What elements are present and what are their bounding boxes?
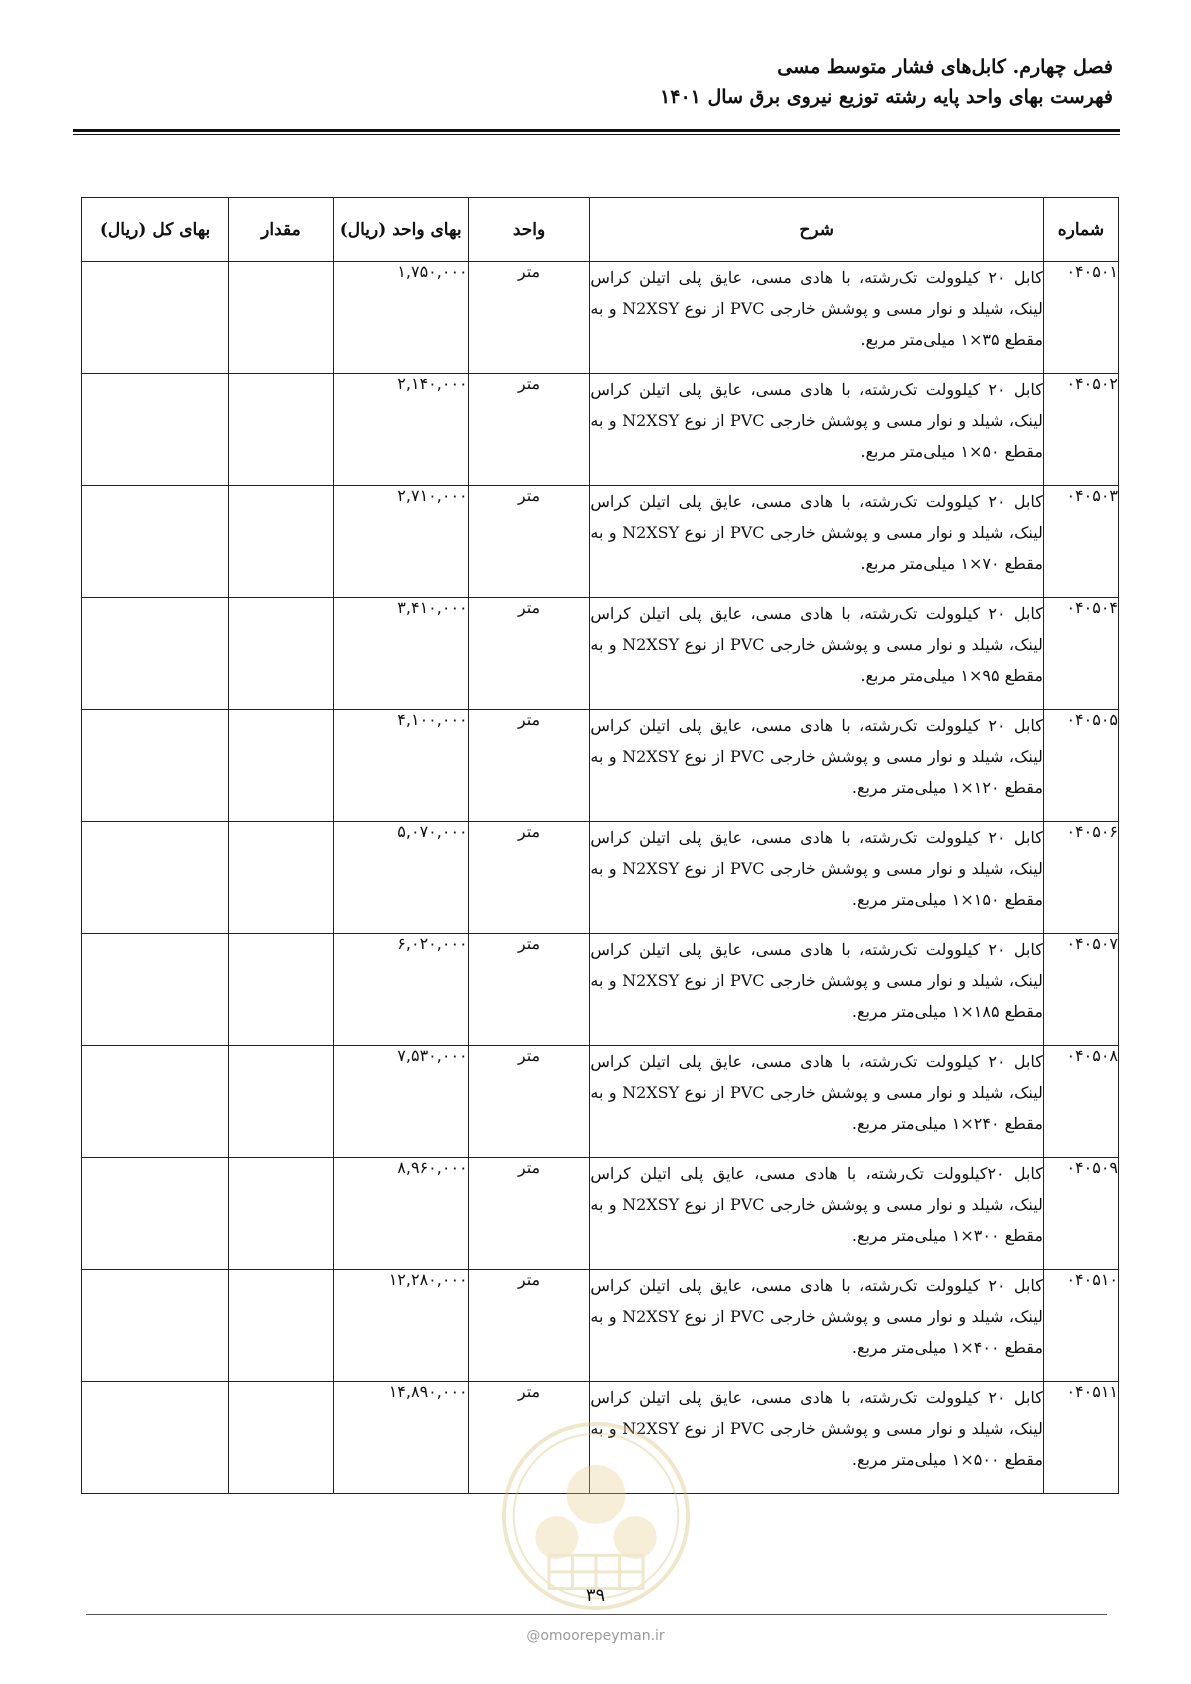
item-total [82, 1046, 229, 1158]
chapter-title: فصل چهارم. کابل‌های فشار متوسط مسی [777, 56, 1113, 78]
column-header-quantity: مقدار [229, 198, 334, 262]
item-description: کابل ۲۰ کیلوولت تک‌رشته، با هادی مسی، عایق پلی اتیلن کراس لینک، شیلد و نوار مسی و پوشش خارجی PVC از نوع N2XSY و به مقطع ۱۵۰×۱ میلی‌متر مربع. [590, 822, 1044, 934]
item-unit: متر [468, 934, 590, 1046]
item-unit-price: ۲,۱۴۰,۰۰۰ [333, 374, 468, 486]
website-link[interactable]: @omoorepeyman.ir [526, 1628, 665, 1644]
item-unit-price: ۲,۷۱۰,۰۰۰ [333, 486, 468, 598]
item-unit-price: ۱,۷۵۰,۰۰۰ [333, 262, 468, 374]
item-quantity [229, 374, 334, 486]
item-unit: متر [468, 374, 590, 486]
column-header-number: شماره [1043, 198, 1118, 262]
item-unit-price: ۷,۵۳۰,۰۰۰ [333, 1046, 468, 1158]
item-unit: متر [468, 486, 590, 598]
item-unit-price: ۴,۱۰۰,۰۰۰ [333, 710, 468, 822]
item-number: ۰۴۰۵۰۳ [1043, 486, 1118, 598]
item-number: ۰۴۰۵۰۶ [1043, 822, 1118, 934]
item-total [82, 374, 229, 486]
price-table [81, 197, 1119, 1494]
item-description: کابل ۲۰ کیلوولت تک‌رشته، با هادی مسی، عایق پلی اتیلن کراس لینک، شیلد و نوار مسی و پوشش خارجی PVC از نوع N2XSY و به مقطع ۵۰۰×۱ میلی‌متر مربع. [590, 1382, 1044, 1494]
item-total [82, 598, 229, 710]
item-description: کابل ۲۰ کیلوولت تک‌رشته، با هادی مسی، عایق پلی اتیلن کراس لینک، شیلد و نوار مسی و پوشش خارجی PVC از نوع N2XSY و به مقطع ۲۴۰×۱ میلی‌متر مربع. [590, 1046, 1044, 1158]
item-total [82, 1382, 229, 1494]
table-row [82, 1046, 1119, 1158]
item-number: ۰۴۰۵۰۹ [1043, 1158, 1118, 1270]
table-row [82, 486, 1119, 598]
item-number: ۰۴۰۵۰۷ [1043, 934, 1118, 1046]
item-quantity [229, 822, 334, 934]
item-description: کابل ۲۰ کیلوولت تک‌رشته، با هادی مسی، عایق پلی اتیلن کراس لینک، شیلد و نوار مسی و پوشش خارجی PVC از نوع N2XSY و به مقطع ۷۰×۱ میلی‌متر مربع. [590, 486, 1044, 598]
item-quantity [229, 262, 334, 374]
item-unit-price: ۵,۰۷۰,۰۰۰ [333, 822, 468, 934]
item-unit-price: ۱۴,۸۹۰,۰۰۰ [333, 1382, 468, 1494]
item-description: کابل ۲۰کیلوولت تک‌رشته، با هادی مسی، عایق پلی اتیلن کراس لینک، شیلد و نوار مسی و پوشش خارجی PVC از نوع N2XSY و به مقطع ۳۰۰×۱ میلی‌متر مربع. [590, 1158, 1044, 1270]
column-header-unit-price: بهای واحد (ریال) [333, 198, 468, 262]
item-total [82, 262, 229, 374]
item-unit-price: ۶,۰۲۰,۰۰۰ [333, 934, 468, 1046]
item-unit: متر [468, 262, 590, 374]
item-quantity [229, 486, 334, 598]
item-number: ۰۴۰۵۱۱ [1043, 1382, 1118, 1494]
document-subtitle: فهرست بهای واحد پایه رشته توزیع نیروی برق سال ۱۴۰۱ [660, 86, 1113, 108]
header-rule-thin [73, 134, 1120, 135]
item-number: ۰۴۰۵۰۱ [1043, 262, 1118, 374]
table-row [82, 374, 1119, 486]
item-total [82, 1158, 229, 1270]
item-number: ۰۴۰۵۰۲ [1043, 374, 1118, 486]
item-unit: متر [468, 1158, 590, 1270]
item-quantity [229, 1158, 334, 1270]
page-header [78, 52, 1113, 112]
item-number: ۰۴۰۵۰۵ [1043, 710, 1118, 822]
item-total [82, 934, 229, 1046]
item-total [82, 486, 229, 598]
item-total [82, 1270, 229, 1382]
table-row [82, 822, 1119, 934]
item-description: کابل ۲۰ کیلوولت تک‌رشته، با هادی مسی، عایق پلی اتیلن کراس لینک، شیلد و نوار مسی و پوشش خارجی PVC از نوع N2XSY و به مقطع ۱۸۵×۱ میلی‌متر مربع. [590, 934, 1044, 1046]
item-unit: متر [468, 1046, 590, 1158]
item-quantity [229, 1270, 334, 1382]
item-unit-price: ۳,۴۱۰,۰۰۰ [333, 598, 468, 710]
item-number: ۰۴۰۵۱۰ [1043, 1270, 1118, 1382]
item-quantity [229, 710, 334, 822]
column-header-unit: واحد [468, 198, 590, 262]
item-unit: متر [468, 710, 590, 822]
item-quantity [229, 1046, 334, 1158]
page-number: ۳۹ [585, 1585, 606, 1606]
item-description: کابل ۲۰ کیلوولت تک‌رشته، با هادی مسی، عایق پلی اتیلن کراس لینک، شیلد و نوار مسی و پوشش خارجی PVC از نوع N2XSY و به مقطع ۴۰۰×۱ میلی‌متر مربع. [590, 1270, 1044, 1382]
item-description: کابل ۲۰ کیلوولت تک‌رشته، با هادی مسی، عایق پلی اتیلن کراس لینک، شیلد و نوار مسی و پوشش خارجی PVC از نوع N2XSY و به مقطع ۹۵×۱ میلی‌متر مربع. [590, 598, 1044, 710]
footer-rule [86, 1614, 1107, 1615]
item-total [82, 710, 229, 822]
table-row [82, 1158, 1119, 1270]
item-total [82, 822, 229, 934]
item-unit: متر [468, 822, 590, 934]
table-header-row [82, 198, 1119, 262]
item-unit-price: ۸,۹۶۰,۰۰۰ [333, 1158, 468, 1270]
table-row [82, 1270, 1119, 1382]
item-description: کابل ۲۰ کیلوولت تک‌رشته، با هادی مسی، عایق پلی اتیلن کراس لینک، شیلد و نوار مسی و پوشش خارجی PVC از نوع N2XSY و به مقطع ۱۲۰×۱ میلی‌متر مربع. [590, 710, 1044, 822]
column-header-description: شرح [590, 198, 1044, 262]
table-row [82, 934, 1119, 1046]
column-header-total: بهای کل (ریال) [82, 198, 229, 262]
item-unit: متر [468, 1382, 590, 1494]
item-number: ۰۴۰۵۰۸ [1043, 1046, 1118, 1158]
table-row [82, 710, 1119, 822]
item-number: ۰۴۰۵۰۴ [1043, 598, 1118, 710]
table-row [82, 262, 1119, 374]
item-description: کابل ۲۰ کیلوولت تک‌رشته، با هادی مسی، عایق پلی اتیلن کراس لینک، شیلد و نوار مسی و پوشش خارجی PVC از نوع N2XSY و به مقطع ۵۰×۱ میلی‌متر مربع. [590, 374, 1044, 486]
item-quantity [229, 1382, 334, 1494]
item-unit: متر [468, 1270, 590, 1382]
item-quantity [229, 598, 334, 710]
item-description: کابل ۲۰ کیلوولت تک‌رشته، با هادی مسی، عایق پلی اتیلن کراس لینک، شیلد و نوار مسی و پوشش خارجی PVC از نوع N2XSY و به مقطع ۳۵×۱ میلی‌متر مربع. [590, 262, 1044, 374]
table-row [82, 598, 1119, 710]
item-unit: متر [468, 598, 590, 710]
header-rule-thick [73, 129, 1120, 132]
item-quantity [229, 934, 334, 1046]
item-unit-price: ۱۲,۲۸۰,۰۰۰ [333, 1270, 468, 1382]
